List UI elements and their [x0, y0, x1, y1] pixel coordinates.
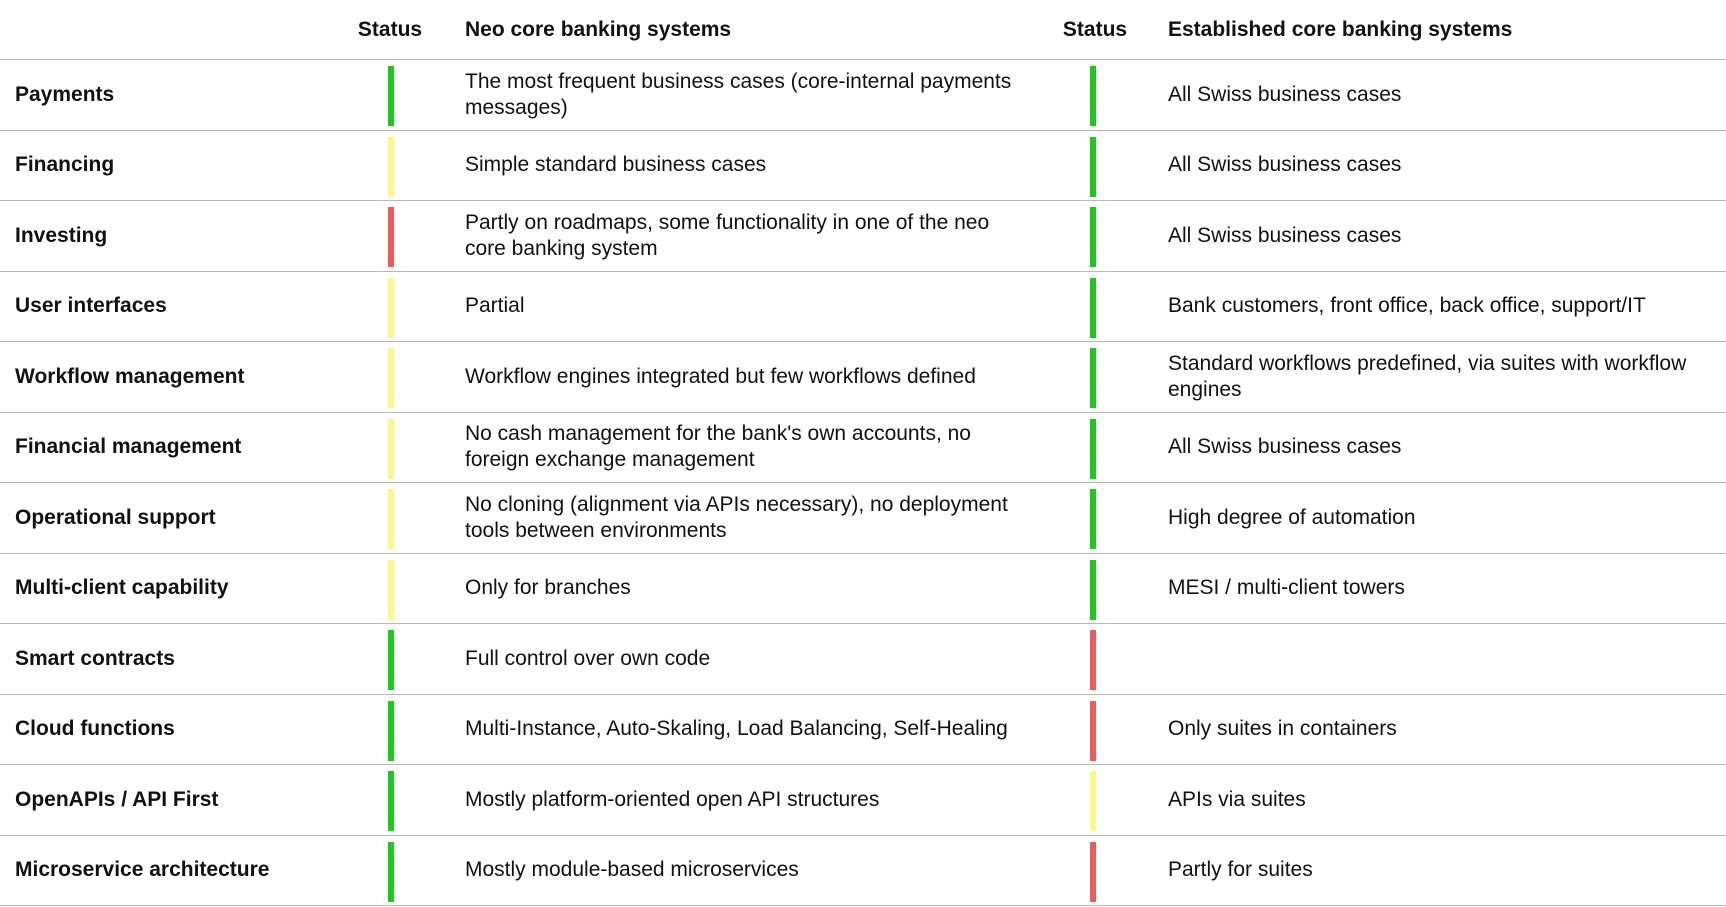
- neo-description-text: No cash management for the bank's own accounts, no foreign exchange management: [465, 422, 971, 472]
- neo-status-indicator: [388, 348, 394, 408]
- established-description-text: All Swiss business cases: [1168, 223, 1402, 247]
- neo-status-indicator: [388, 489, 394, 549]
- neo-status-indicator: [388, 66, 394, 126]
- neo-status-indicator: [388, 278, 394, 338]
- table-row: [0, 624, 1726, 695]
- table-row: [0, 695, 1726, 766]
- established-description: [1168, 765, 1723, 835]
- established-description: [1168, 483, 1723, 553]
- row-category: Smart contracts: [15, 646, 175, 670]
- neo-description: [465, 60, 1025, 130]
- established-description: [1168, 695, 1723, 765]
- row-category: Operational support: [15, 505, 216, 529]
- neo-status-indicator: [388, 560, 394, 620]
- established-status-indicator: [1090, 489, 1096, 549]
- established-description-text: Bank customers, front office, back office, support/IT: [1168, 294, 1646, 318]
- neo-description-text: Simple standard business cases: [465, 153, 767, 177]
- neo-description-text: Partly on roadmaps, some functionality in one of the neo core banking system: [465, 210, 990, 260]
- established-status-indicator: [1090, 419, 1096, 479]
- table-row: [0, 483, 1726, 554]
- established-description: [1168, 413, 1723, 483]
- neo-description: [465, 624, 1025, 694]
- established-status-indicator: [1090, 207, 1096, 267]
- established-description-text: All Swiss business cases: [1168, 435, 1402, 459]
- row-category: Investing: [15, 223, 108, 247]
- neo-description-text: Workflow engines integrated but few workflows defined: [465, 364, 976, 388]
- row-category: Financing: [15, 153, 115, 177]
- table-body: [0, 60, 1726, 906]
- established-description: [1168, 342, 1723, 412]
- established-status-indicator: [1090, 66, 1096, 126]
- row-category: Workflow management: [15, 364, 245, 388]
- established-description-text: Standard workflows predefined, via suites with workflow engines: [1168, 351, 1687, 401]
- established-status-indicator: [1090, 701, 1096, 761]
- neo-description: [465, 554, 1025, 624]
- neo-description-text: Full control over own code: [465, 646, 711, 670]
- table-row: [0, 765, 1726, 836]
- row-category: Payments: [15, 82, 115, 106]
- neo-status-indicator: [388, 701, 394, 761]
- established-status-indicator: [1090, 842, 1096, 902]
- neo-status-indicator: [388, 137, 394, 197]
- established-description-text: Partly for suites: [1168, 858, 1313, 882]
- neo-description: [465, 131, 1025, 201]
- neo-description: [465, 695, 1025, 765]
- established-description: [1168, 131, 1723, 201]
- row-category: Financial management: [15, 435, 242, 459]
- neo-description-text: Mostly module-based microservices: [465, 858, 799, 882]
- established-description: [1168, 624, 1723, 694]
- table-row: [0, 836, 1726, 907]
- neo-status-indicator: [388, 419, 394, 479]
- row-category: OpenAPIs / API First: [15, 787, 219, 811]
- neo-description: [465, 272, 1025, 342]
- neo-description: [465, 765, 1025, 835]
- table-header-row: [0, 0, 1726, 60]
- header-status-established: Status: [1062, 17, 1128, 41]
- established-description-text: High degree of automation: [1168, 505, 1416, 529]
- neo-description-text: Only for branches: [465, 576, 631, 600]
- established-description-text: All Swiss business cases: [1168, 153, 1402, 177]
- neo-status-indicator: [388, 842, 394, 902]
- established-description-text: Only suites in containers: [1168, 717, 1397, 741]
- neo-description-text: Mostly platform-oriented open API structures: [465, 787, 880, 811]
- established-description: [1168, 836, 1723, 906]
- established-status-indicator: [1090, 771, 1096, 831]
- table-row: [0, 201, 1726, 272]
- neo-description: [465, 483, 1025, 553]
- neo-status-indicator: [388, 207, 394, 267]
- table-row: [0, 131, 1726, 202]
- header-status-neo: Status: [357, 17, 423, 41]
- neo-description-text: The most frequent business cases (core-internal payments messages): [465, 69, 1012, 119]
- established-status-indicator: [1090, 560, 1096, 620]
- row-category: Microservice architecture: [15, 858, 270, 882]
- established-status-indicator: [1090, 630, 1096, 690]
- row-category: Cloud functions: [15, 717, 175, 741]
- table-row: [0, 60, 1726, 131]
- neo-description-text: Partial: [465, 294, 525, 318]
- established-description-text: MESI / multi-client towers: [1168, 576, 1405, 600]
- established-status-indicator: [1090, 278, 1096, 338]
- established-description: [1168, 554, 1723, 624]
- neo-description-text: No cloning (alignment via APIs necessary), no deployment tools between environments: [465, 492, 1008, 542]
- neo-status-indicator: [388, 771, 394, 831]
- established-description: [1168, 272, 1723, 342]
- table-row: [0, 554, 1726, 625]
- established-status-indicator: [1090, 137, 1096, 197]
- neo-status-indicator: [388, 630, 394, 690]
- neo-description: [465, 342, 1025, 412]
- neo-description-text: Multi-Instance, Auto-Skaling, Load Balancing, Self-Healing: [465, 717, 1008, 741]
- row-category: User interfaces: [15, 294, 167, 318]
- header-established-systems: Established core banking systems: [1168, 17, 1513, 41]
- established-description: [1168, 201, 1723, 271]
- header-category: [15, 0, 345, 59]
- established-status-indicator: [1090, 348, 1096, 408]
- table-row: [0, 342, 1726, 413]
- table-row: [0, 272, 1726, 343]
- row-category: Multi-client capability: [15, 576, 229, 600]
- neo-description: [465, 836, 1025, 906]
- established-description-text: APIs via suites: [1168, 787, 1306, 811]
- table-row: [0, 413, 1726, 484]
- neo-description: [465, 201, 1025, 271]
- established-description: [1168, 60, 1723, 130]
- established-description-text: All Swiss business cases: [1168, 82, 1402, 106]
- header-neo-systems: Neo core banking systems: [465, 17, 732, 41]
- neo-description: [465, 413, 1025, 483]
